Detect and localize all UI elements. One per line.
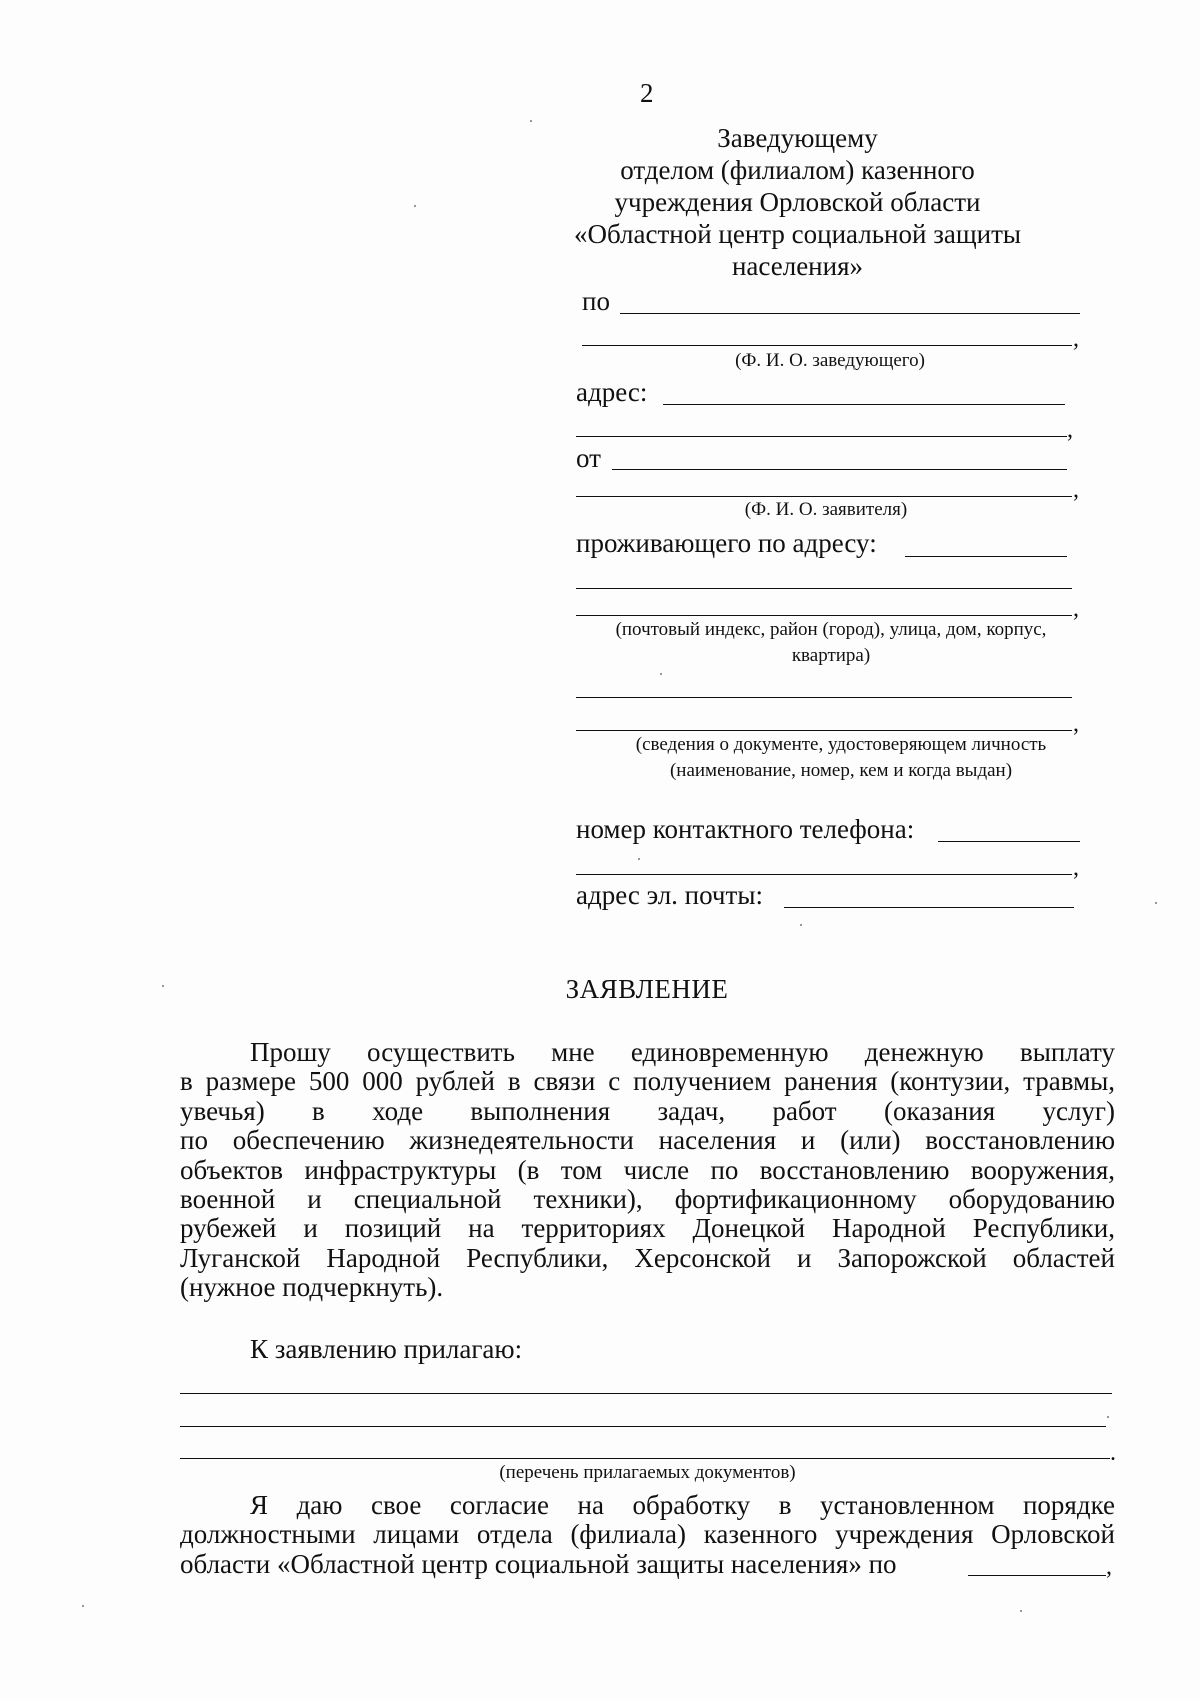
request-line: в размере 500 000 рублей в связи с получением ранения (контузии, травмы, [180,1066,1115,1097]
scan-speck [800,924,802,926]
request-line: Луганской Народной Республики, Херсонской и Запорожской областей [180,1242,1115,1273]
attachment-line-3[interactable] [180,1458,1110,1459]
residence-caption-1: (почтовый индекс, район (город), улица, дом, корпус, [615,619,1047,640]
addressee-line: учреждения Орловской области [614,187,981,217]
addressee-line: населения» [731,251,863,281]
residence-line-2[interactable] [576,588,1072,589]
id-document-line-1[interactable] [576,697,1072,698]
attachment-line-1[interactable] [180,1393,1112,1394]
phone-line[interactable] [938,841,1080,842]
scan-speck [82,1605,84,1607]
scan-speck [414,205,416,207]
head-name-line-2[interactable] [582,345,1072,346]
scan-speck [162,985,164,987]
page-number: 2 [640,78,654,108]
scan-speck [660,673,662,675]
consent-period-line[interactable] [968,1575,1106,1576]
from-label: от [576,443,601,473]
scan-speck [530,120,532,122]
request-line: по обеспечению жизнедеятельности населения и (или) восстановлению [180,1125,1115,1156]
comma: , [1073,477,1079,503]
addressee-line: отделом (филиалом) казенного [620,155,975,185]
applicant-name-line-1[interactable] [612,469,1067,470]
address-label: адрес: [576,377,648,407]
attachment-line-2[interactable] [180,1426,1106,1427]
consent-line: области «Областной центр социальной защиты населения» по [180,1548,897,1579]
residence-line-3[interactable] [576,615,1072,616]
residence-caption-2: квартира) [791,645,871,666]
head-name-caption: (Ф. И. О. заведующего) [735,350,925,371]
residence-label: проживающего по адресу: [576,528,877,558]
scan-speck [1020,1610,1022,1612]
id-document-caption-2: (наименование, номер, кем и когда выдан) [669,760,1013,781]
head-address-line-2[interactable] [576,436,1067,437]
id-document-line-2[interactable] [576,730,1072,731]
attach-label: К заявлению прилагаю: [250,1334,523,1364]
email-label: адрес эл. почты: [576,880,763,910]
addressee-line: «Областной центр социальной защиты [573,219,1022,249]
scan-speck [1155,902,1157,904]
phone-label: номер контактного телефона: [576,814,915,844]
residence-line-1[interactable] [905,556,1067,557]
head-address-line-1[interactable] [663,404,1065,405]
request-line: (нужное подчеркнуть). [180,1272,444,1303]
phone-line-2[interactable] [576,874,1072,875]
consent-line: Я даю свое согласие на обработку в установленном порядке [250,1490,1115,1520]
request-line: Прошу осуществить мне единовременную денежную выплату [250,1037,1115,1067]
comma: , [1106,1554,1112,1580]
period: . [1110,1440,1116,1466]
request-paragraph [180,1038,1115,1303]
attach-caption: (перечень прилагаемых документов) [499,1462,796,1483]
consent-paragraph [180,1491,1115,1579]
request-line: военной и специальной техники), фортификационному оборудованию [180,1184,1115,1215]
email-line[interactable] [784,907,1074,908]
scan-speck [638,858,640,860]
comma: , [1073,855,1079,881]
scan-speck [1107,1416,1109,1418]
request-line: увечья) в ходе выполнения задач, работ (оказания услуг) [180,1095,1115,1126]
head-name-line-1[interactable] [620,313,1080,314]
statement-title: ЗАЯВЛЕНИЕ [565,974,729,1004]
addressee-line: Заведующему [717,123,878,153]
comma: , [1073,711,1079,737]
comma: , [1073,326,1079,352]
applicant-name-line-2[interactable] [576,496,1072,497]
request-line: рубежей и позиций на территориях Донецкой Народной Республики, [180,1213,1115,1244]
comma: , [1067,417,1073,443]
request-line: объектов инфраструктуры (в том числе по восстановлению вооружения, [180,1154,1115,1185]
po-label: по [582,286,610,316]
consent-line: должностными лицами отдела (филиала) казенного учреждения Орловской [180,1519,1115,1550]
applicant-name-caption: (Ф. И. О. заявителя) [744,499,908,520]
id-document-caption-1: (сведения о документе, удостоверяющем личность [635,734,1047,755]
comma: , [1073,596,1079,622]
